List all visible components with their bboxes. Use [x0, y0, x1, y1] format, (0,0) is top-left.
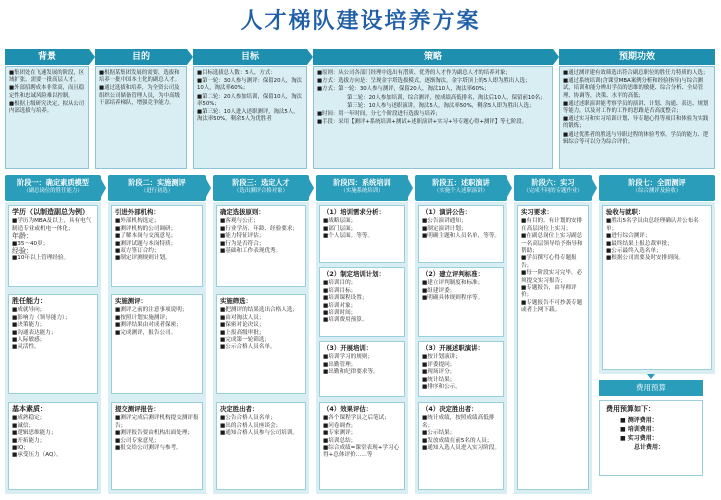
box-title: 实施测评：	[115, 297, 147, 305]
box-line: ■行为是否符合；	[220, 240, 265, 247]
s3-winner-box	[216, 402, 306, 490]
box-line: ■发放成绩在前5名的人员；	[422, 437, 493, 444]
background-item: ■外部招聘成本非常高，而且稳定性和忠诚风险难以控制。	[9, 85, 85, 99]
box-line: ■各个课程学员之后笔试；	[323, 415, 390, 422]
box-title: 验收与就职：	[606, 208, 645, 216]
box-line: ■完成测评，报告公司。	[115, 329, 177, 336]
box-line: ■培训目的；	[323, 280, 357, 287]
stage-subtitle: （实施个人述职演讲）	[434, 188, 488, 194]
box-line: ■统计结果；	[422, 376, 456, 383]
box-line: ■测评机构的公司调研；	[115, 225, 177, 232]
budget-row: ■ 培训费用：	[620, 426, 658, 433]
s3-selection-principle-box	[216, 205, 306, 287]
box-title: （4）效果评估：	[323, 405, 373, 413]
box-line: ■胜出5名学员由总经理确认并公布名单；	[606, 218, 699, 232]
box-line: ■基础和工作表现优秀。	[220, 248, 282, 255]
stage-title: 阶段一：确定素质模型	[17, 178, 89, 187]
box-line: ■制定演讲计划；	[422, 225, 467, 232]
page-title: 人才梯队建设培养方案	[240, 9, 481, 34]
box-line: ■开拓能力；	[12, 437, 46, 444]
s4-needs-analysis-box	[319, 205, 405, 263]
box-line: ■培训课程设置；	[323, 295, 368, 302]
stage-title: 阶段七：全面测评	[628, 178, 686, 187]
box-title: 提交测评报告：	[115, 405, 160, 413]
stage-title: 阶段三：选定人才	[232, 178, 290, 187]
stage-subtitle: （副总岗位的胜任能力）	[23, 188, 83, 194]
strategy-item: 第三轮：10人参与述职演讲，淘汰5人，淘汰率50%，剩余5人即为胜出人选；	[347, 102, 535, 109]
budget-box	[599, 400, 703, 476]
header-goal: 目标	[193, 49, 307, 65]
stage-subtitle: （完成不同的专题作业）	[523, 188, 583, 194]
box-line: ■问卷调查；	[323, 422, 357, 429]
stage-7-header	[599, 175, 715, 201]
s4-evaluation-box	[319, 402, 405, 490]
stage-6-header	[514, 175, 592, 201]
box-line: ■有目的、有计划的安排在高层岗位上实习；	[521, 218, 583, 232]
box-line: ■了解本岗与交流意见；	[115, 233, 177, 240]
s2-report-box	[111, 402, 203, 490]
strategy-box	[313, 66, 553, 169]
purpose-item: ■通过选拔和培养，为全资公司及组织公司储备管理人员，为中高级干部培养梯队，增强竞争能力。	[99, 85, 180, 106]
background-item: ■根据上级研究决定，拟从公司内部选拔与培养。	[9, 100, 85, 115]
effects-item: ■通过述职演讲能考察学员的演讲、计划、沟通、表达、规划等能力，以及对工作的工作的思路是否高度整合；	[563, 100, 709, 115]
box-line: ■按照计划实施测评；	[115, 314, 171, 321]
effects-item: ■通过实习和实习培训计划、导专题心得等项目和体验为实践的锻炼；	[563, 116, 709, 130]
goal-item: ■第二轮：20人参加培训，保留10人，淘汰率50%；	[197, 93, 303, 107]
purpose-item: ■根据某集团发展的需要，选拔和培养一批中国本土化的副总人才。	[99, 70, 180, 84]
box-title: 确定选拔原则：	[220, 208, 265, 216]
box-line: ■成熟稳定；	[12, 415, 46, 422]
budget-row: ■ 实习费用：	[620, 435, 658, 442]
box-line: ■培训目标；	[323, 287, 357, 294]
stage-title: 阶段二：实施测评	[128, 178, 186, 187]
box-line: ■公示最终入选名单；	[606, 248, 662, 255]
box-line: ■部门层面；	[323, 225, 357, 232]
stage-subtitle: （综合测评及验收）	[632, 188, 682, 194]
stage-subtitle: （实施系统培训）	[340, 188, 384, 194]
box-line: ■公司专家意见；	[115, 437, 160, 444]
box-line: ■评委提问；	[422, 361, 456, 368]
box-line: ■出的合格人员座谈会；	[220, 422, 282, 429]
header-background: 背景	[5, 49, 89, 65]
box-line: ■35～40岁；	[12, 240, 49, 247]
stage-2-header	[108, 175, 206, 201]
box-line: ■由对淘汰人员；	[220, 314, 265, 321]
box-line: ■出勤管理；	[323, 361, 357, 368]
effects-item: ■通过测评建有效筛选出符合副总职位的胜任力特质的人选；	[563, 70, 709, 76]
stage-5-header	[415, 175, 507, 201]
box-line: ■公示结果；	[422, 430, 456, 437]
stage-title: 阶段六：实习	[531, 178, 575, 187]
box-line: ■通知合格人员参与公司培训。	[220, 430, 299, 437]
box-line: ■组建评委；	[422, 287, 456, 294]
box-line: ■灵活性。	[12, 344, 40, 351]
s1-competency-box	[8, 294, 98, 394]
box-line: ■公示合格人员名单。	[220, 344, 276, 351]
box-line: ■出勤和纪律要求等。	[323, 369, 379, 376]
goal-box	[193, 66, 307, 169]
box-line: ■战略层面；	[323, 218, 357, 225]
box-line: ■培训学习的规则；	[323, 354, 374, 361]
effects-box	[559, 66, 715, 169]
s4-training-plan-box	[319, 267, 405, 337]
box-line: ■专题报告，由导师评价；	[521, 285, 577, 299]
goal-item: ■第三轮：10人进入述职测评，淘汰5人，淘汰率50%，剩余5人为优胜者	[197, 109, 299, 123]
box-line: 经验：	[12, 247, 33, 256]
stage-title: 阶段五：述职演讲	[432, 178, 490, 187]
box-line: ■统计成绩，按照成绩高低排名；	[422, 415, 495, 429]
box-line: ■培训时间；	[323, 310, 357, 317]
box-line: ■测评试题与本岗特质；	[115, 240, 177, 247]
box-line: ■综合成绩=课堂表现+学习心得+总体评价……等	[323, 445, 400, 459]
box-line: ■明确具体规则程序等。	[422, 295, 484, 302]
s4-conduct-training-box	[319, 341, 405, 397]
box-title: 胜任能力：	[12, 297, 47, 305]
s5-winner-box	[418, 402, 504, 490]
box-line: ■专题报告不可抄袭专题或者上网下载。	[521, 299, 583, 314]
stage-4-header	[316, 175, 408, 201]
box-line: ■完成第一轮筛选；	[220, 337, 271, 344]
box-line: ■客观与公正；	[220, 218, 259, 225]
box-line: ■进行综合测评；	[606, 233, 651, 240]
header-strategy: 策略	[313, 49, 553, 65]
box-line: ■根据公司需要及时安排到岗。	[606, 255, 685, 262]
box-line: ■测评之前的注意事项说明；	[115, 307, 188, 314]
box-title: 引进外部机构：	[115, 208, 160, 216]
stage-subtitle: （选出测评合格对象）	[234, 188, 288, 194]
strategy-item: ■原则：从公司各部门经理中选出有潜质、优秀的人才作为副总人才的培养对象；	[317, 70, 511, 76]
strategy-item: ■时间：用一年时间，分七个阶段进行选拔与培养；	[317, 111, 441, 118]
stage-subtitle: （进行初选）	[140, 188, 174, 194]
header-effects: 预期功效	[559, 49, 715, 65]
box-title: （3）开展培训：	[323, 344, 373, 352]
box-line: ■排序和公示。	[422, 384, 461, 391]
box-title: 实习要求：	[521, 208, 553, 216]
box-line: ■能力特征评估；	[220, 233, 265, 240]
box-line: ■双方签订合约；	[115, 248, 160, 255]
s5-conduct-speech-box	[418, 341, 504, 397]
box-title: （4）决定胜出者：	[422, 405, 478, 413]
box-line: ■诚信；	[12, 422, 35, 429]
box-line: ■测评完成后测评机构提交测评报告；	[115, 415, 199, 429]
purpose-box	[95, 66, 187, 169]
s2-conduct-assessment-box	[111, 294, 203, 394]
box-line: ■沟通表达能力；	[12, 329, 57, 336]
box-line: ■专家测评；	[323, 430, 357, 437]
box-line: ■培训对象；	[323, 302, 357, 309]
background-item: ■集团处在飞速发展的阶段，区域扩张，需要一批高层人才。	[9, 70, 85, 84]
s2-external-agency-box	[111, 205, 203, 287]
box-line: ■按计划演讲；	[422, 354, 461, 361]
box-line: ■成就导向；	[12, 307, 46, 314]
box-title: （2）建立评判标准：	[422, 270, 484, 278]
box-line: ■影响力（领导能力）；	[12, 314, 71, 321]
s5-criteria-box	[418, 267, 504, 337]
s1-basic-quality-box	[8, 402, 98, 490]
box-line: ■IQ；	[12, 445, 29, 452]
box-line: ■制定评测规则计划。	[115, 255, 171, 262]
stage-3-header	[213, 175, 309, 201]
box-line: ■把测评的结果选出合格人选；	[220, 307, 299, 314]
background-box	[5, 66, 89, 169]
box-line: ■明确主题和人员名单，等等。	[422, 233, 501, 240]
box-line: ■培训费用预算。	[323, 317, 368, 324]
header-purpose: 目的	[95, 49, 187, 65]
box-line: ■逻辑思维能力；	[12, 430, 57, 437]
box-title: 学历（以制造副总为例）	[12, 208, 89, 216]
box-line: ■上报高级审批；	[220, 329, 265, 336]
box-line: ■人际敏感；	[12, 337, 46, 344]
s6-internship-box	[517, 205, 589, 490]
box-line: ■在副总岗位上实习副总一名高层领导给予指导和帮助；	[521, 233, 583, 255]
strategy-item: ■方式：选拔方向是：呈现金字塔选拔模式，逐渐淘汰，金字塔顶上的5人即为胜出人选；	[317, 78, 531, 85]
box-line: ■行业学历、年龄、经验要求；	[220, 225, 299, 232]
s3-screening-box	[216, 294, 306, 394]
s1-education-box	[8, 205, 98, 287]
effects-item: ■通过优胜者的胜选与导职过程的体验考察，学员的能力、逻辑综合等可以分为综合评价。	[563, 131, 709, 145]
box-title: 实施筛选：	[220, 297, 252, 305]
box-line: ■学历为MBA及以上，具有电气制造专业或机电一体化；	[12, 218, 92, 232]
s7-acceptance-box	[602, 205, 712, 370]
box-line: ■公告合格人员名单；	[220, 415, 276, 422]
arrow-down-icon	[647, 374, 655, 379]
stage-1-header	[5, 175, 101, 201]
budget-title: 费用预算	[599, 380, 703, 396]
box-line: ■最终结果上报总裁审批；	[606, 240, 673, 247]
budget-row: 总计费用：	[634, 444, 665, 451]
box-line: ■每一阶段实习完毕，必须提交实习报告；	[521, 270, 583, 284]
strategy-item: 第二轮：20人参加培训，综合测评，按成绩高低排名，淘汰后10人，保留前10名；	[347, 94, 546, 101]
goal-item: ■目标选拔总人数：5人，方式：	[197, 70, 276, 76]
box-line: 年龄：	[12, 232, 33, 241]
effects-item: ■通过系统培训(含课堂MBA案例分析和经验指导)与综合测试，培训和能分辨出学员的思维的敏捷、综合分析、全局管理、协调等，决策、水平的高低；	[563, 78, 704, 99]
box-line: ■承受压力（AQ）。	[12, 452, 62, 459]
box-title: 决定胜出者：	[220, 405, 259, 413]
box-line: ■建立评判制度和标准；	[422, 280, 484, 287]
box-line: ■培训总结；	[323, 437, 357, 444]
box-line: ■10年以上管理经验。	[12, 255, 70, 262]
box-line: ■决策能力；	[12, 322, 46, 329]
box-title: 基本素质：	[12, 405, 47, 413]
box-title: （1）培训需求分析：	[323, 208, 385, 216]
stage-title: 阶段四：系统培训	[333, 178, 391, 187]
box-line: ■个人层面。等等。	[323, 233, 374, 240]
goal-item: ■第一轮：30人参与测评：保留20人，淘汰10人，淘汰率60%；	[197, 78, 303, 92]
box-line: ■测评结果由对成者保密；	[115, 322, 182, 329]
box-line: ■保密对论决议；	[220, 322, 265, 329]
box-line: ■学员撰写心得专题报告；	[521, 255, 577, 269]
box-title: （2）制定培训计划：	[323, 270, 385, 278]
box-title: （1）演讲公告：	[422, 208, 472, 216]
box-line: ■现场评分；	[422, 369, 456, 376]
box-line: ■公告演讲通知；	[422, 218, 467, 225]
s5-speech-announcement-box	[418, 205, 504, 263]
strategy-item: ■手段：采用【测评+系统培训+测试+述职演讲+实习+导专题心得+测评】等七阶段。	[317, 119, 528, 126]
box-line: ■报交给公司测评与参考。	[115, 445, 182, 452]
box-title: （3）开展述职演讲：	[422, 344, 484, 352]
budget-heading: 费用预算如下：	[606, 405, 655, 413]
budget-row: ■ 测评费用：	[620, 417, 658, 424]
box-line: ■通知入选人员进入实习阶段。	[422, 445, 501, 452]
strategy-item: ■方式：第一轮：30人参与测评，保留20人，淘汰10人，淘汰率60%；	[317, 86, 490, 93]
box-line: ■外部机构选定；	[115, 218, 160, 225]
box-line: ■测评报告要由机构出面处理；	[115, 430, 194, 437]
